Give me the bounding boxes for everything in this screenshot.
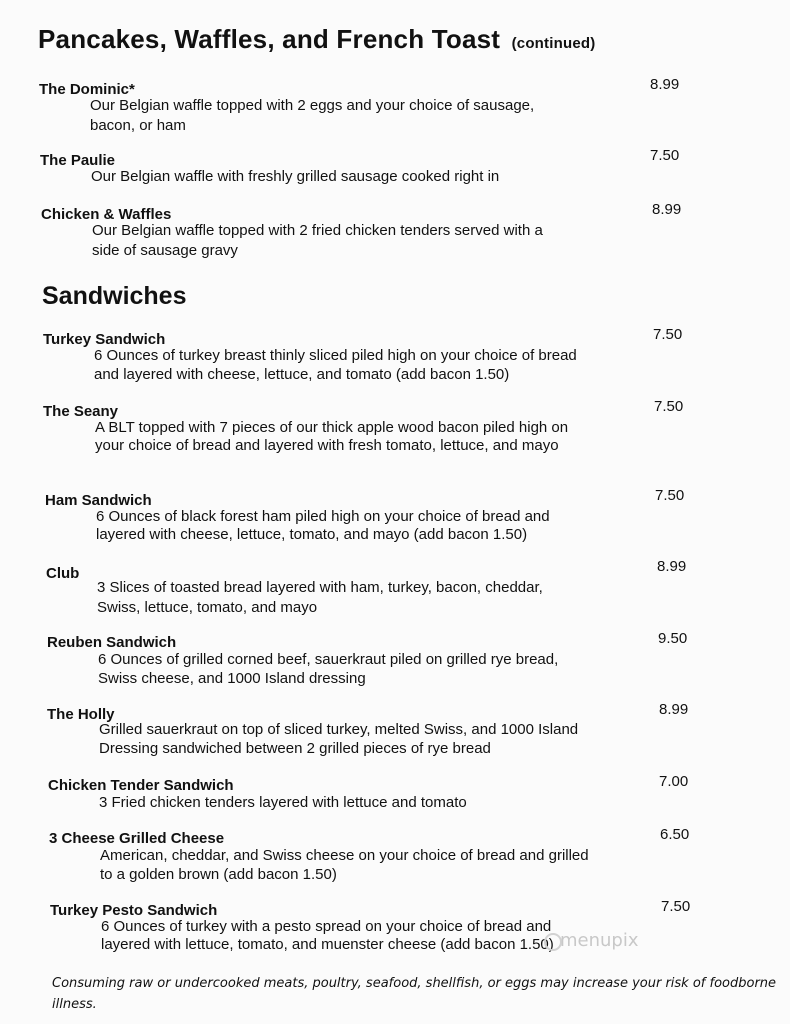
- item-name: Chicken Tender Sandwich: [48, 777, 234, 794]
- item-desc-line1: 6 Ounces of turkey breast thinly sliced piled high on your choice of bread: [94, 347, 577, 364]
- item-name: 3 Cheese Grilled Cheese: [49, 830, 225, 847]
- item-name: Chicken & Waffles: [41, 206, 172, 223]
- section-title-text: Pancakes, Waffles, and French Toast: [38, 24, 501, 54]
- item-desc-line2: Swiss, lettuce, tomato, and mayo: [97, 599, 318, 616]
- item-name: The Seany: [43, 403, 119, 420]
- item-price: 7.50: [655, 487, 685, 504]
- item-price: 9.50: [658, 630, 688, 647]
- item-desc-line1: Our Belgian waffle with freshly grilled sausage cooked right in: [91, 168, 500, 185]
- item-price: 8.99: [659, 701, 689, 718]
- item-price: 7.50: [661, 898, 691, 915]
- item-name: Turkey Sandwich: [43, 331, 166, 348]
- item-desc-line2: Dressing sandwiched between 2 grilled pieces of rye bread: [99, 740, 491, 757]
- footer-disclaimer-line1: Consuming raw or undercooked meats, poultry, seafood, shellfish, or eggs may increase your risk of foodborne: [52, 976, 777, 991]
- item-desc-line2: layered with cheese, lettuce, tomato, and mayo (add bacon 1.50): [96, 526, 528, 543]
- item-desc-line2: your choice of bread and layered with fresh tomato, lettuce, and mayo: [95, 437, 559, 454]
- item-desc-line1: American, cheddar, and Swiss cheese on your choice of bread and grilled: [100, 847, 589, 864]
- item-desc-line1: A BLT topped with 7 pieces of our thick apple wood bacon piled high on: [95, 419, 569, 436]
- item-price: 8.99: [650, 76, 680, 93]
- item-name: Ham Sandwich: [45, 492, 152, 509]
- item-price: 7.00: [659, 773, 689, 790]
- item-desc-line1: 6 Ounces of grilled corned beef, sauerkraut piled on grilled rye bread,: [98, 651, 559, 668]
- item-desc-line1: Our Belgian waffle topped with 2 fried chicken tenders served with a: [92, 222, 543, 239]
- item-desc-line1: Our Belgian waffle topped with 2 eggs and your choice of sausage,: [90, 97, 535, 114]
- item-name: Reuben Sandwich: [47, 634, 177, 651]
- watermark: menupix: [560, 930, 639, 951]
- footer-disclaimer-line2: illness.: [52, 997, 97, 1012]
- item-name: Turkey Pesto Sandwich: [50, 902, 218, 919]
- section-continued-note: (continued): [511, 35, 596, 52]
- section-title-pancakes: [38, 24, 595, 55]
- item-desc-line2: to a golden brown (add bacon 1.50): [100, 866, 337, 883]
- item-desc-line1: 6 Ounces of black forest ham piled high on your choice of bread and: [96, 508, 550, 525]
- item-desc-line2: side of sausage gravy: [92, 242, 238, 259]
- item-desc-line1: 3 Slices of toasted bread layered with ham, turkey, bacon, cheddar,: [97, 579, 543, 596]
- item-price: 7.50: [650, 147, 680, 164]
- item-price: 7.50: [653, 326, 683, 343]
- item-desc-line2: layered with lettuce, tomato, and muenster cheese (add bacon 1.50): [101, 936, 554, 953]
- item-name: The Dominic*: [39, 81, 135, 98]
- item-name: The Paulie: [40, 152, 116, 169]
- item-desc-line1: 6 Ounces of turkey with a pesto spread on your choice of bread and: [101, 918, 552, 935]
- item-price: 8.99: [652, 201, 682, 218]
- item-desc-line1: 3 Fried chicken tenders layered with lettuce and tomato: [99, 794, 467, 811]
- item-price: 7.50: [654, 398, 684, 415]
- item-desc-line1: Grilled sauerkraut on top of sliced turkey, melted Swiss, and 1000 Island: [99, 721, 579, 738]
- section-title-sandwiches: Sandwiches: [42, 282, 187, 310]
- item-price: 8.99: [657, 558, 687, 575]
- item-name: The Holly: [47, 706, 115, 723]
- item-name: Club: [46, 565, 80, 582]
- item-desc-line2: bacon, or ham: [90, 117, 186, 134]
- item-desc-line2: and layered with cheese, lettuce, and tomato (add bacon 1.50): [94, 366, 510, 383]
- item-price: 6.50: [660, 826, 690, 843]
- item-desc-line2: Swiss cheese, and 1000 Island dressing: [98, 670, 366, 687]
